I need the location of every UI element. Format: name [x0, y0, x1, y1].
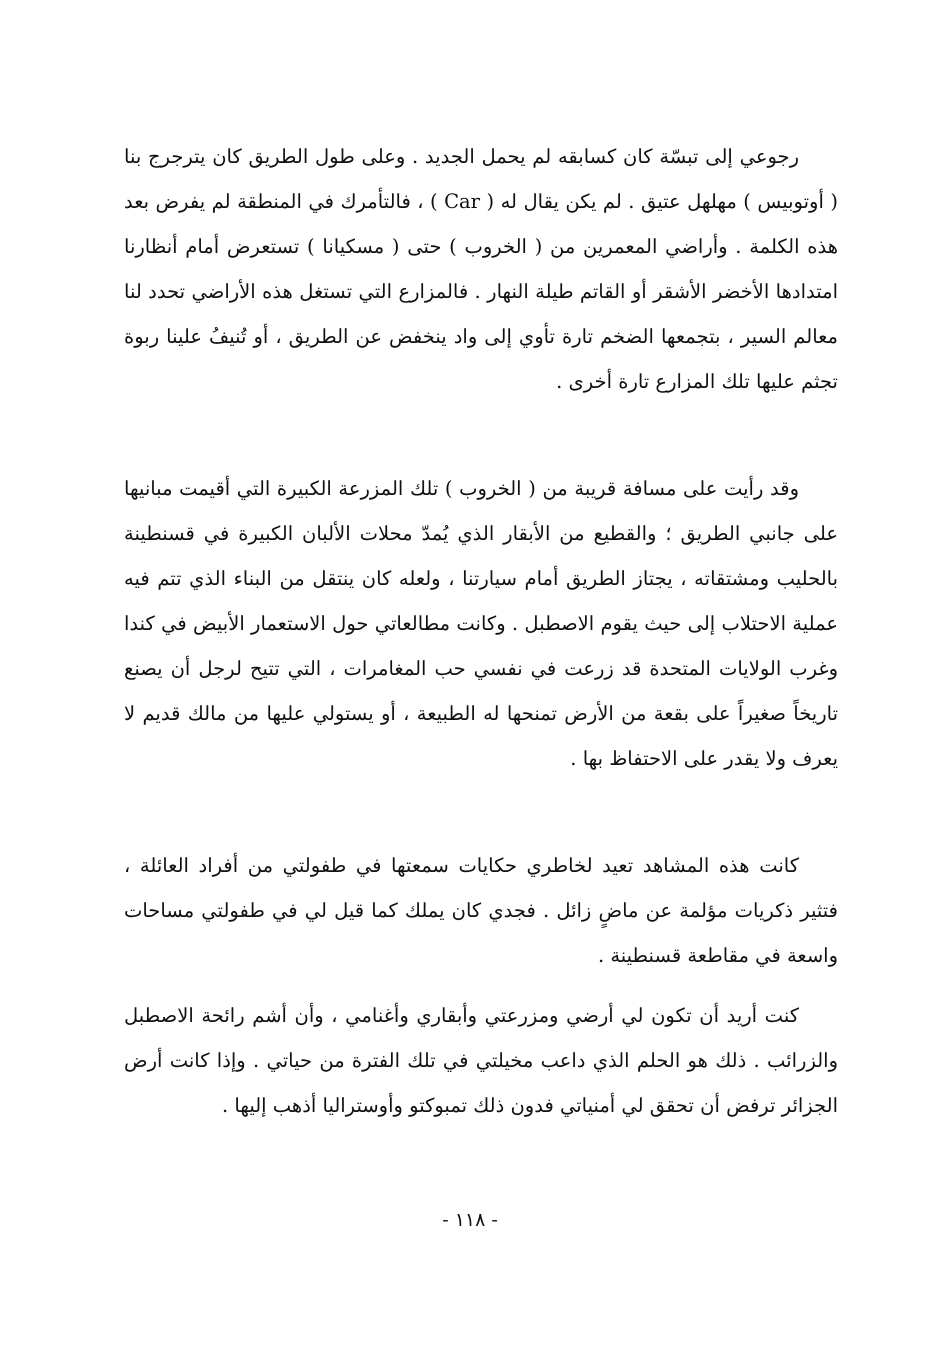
- paragraph-3: كانت هذه المشاهد تعيد لخاطري حكايات سمعتها في طفولتي من أفراد العائلة ، فتثير ذكريات مؤلمة عن ماضٍ زائل . فجدي كان يملك كما قيل لي في طفولتي مساحات واسعة في مقاطعة قسنطينة .: [124, 854, 838, 967]
- page-number: - ١١٨ -: [442, 1209, 498, 1231]
- paragraph-4: كنت أريد أن تكون لي أرضي ومزرعتي وأبقاري وأغنامي ، وأن أشم رائحة الاصطبل والزرائب . ذلك هو الحلم الذي داعب مخيلتي في تلك الفترة من حياتي . وإذا كانت أرض الجزائر ترفض أن تحقق لي أمنياتي فدون ذلك تمبوكتو وأوستراليا أذهب إليها .: [124, 1004, 838, 1117]
- paragraph-1: رجوعي إلى تبسّة كان كسابقه لم يحمل الجديد . وعلى طول الطريق كان يترجرج بنا ( أوتوبيس ) مهلهل عتيق . لم يكن يقال له ( Car ) ، فالتأمرك في المنطقة لم يفرض بعد هذه الكلمة . وأراضي المعمرين من ( الخروب ) حتى ( مسكيانا ) تستعرض أمام أنظارنا امتدادها الأخضر الأشقر أو القاتم طيلة النهار . فالمزارع التي تستغل هذه الأراضي تحدد لنا معالم السير ، بتجمعها الضخم تارة تأوي إلى واد ينخفض عن الطريق ، أو تُنيفُ علينا ربوة تجثم عليها تلك المزارع تارة أخرى .: [124, 145, 838, 393]
- paragraph-2: وقد رأيت على مسافة قريبة من ( الخروب ) تلك المزرعة الكبيرة التي أقيمت مبانيها على جانبي الطريق ؛ والقطيع من الأبقار الذي يُمدّ محلات الألبان الكبيرة في قسنطينة بالحليب ومشتقاته ، يجتاز الطريق أمام سيارتنا ، ولعله كان ينتقل من البناء الذي تتم فيه عملية الاحتلاب إلى حيث يقوم الاصطبل . وكانت مطالعاتي حول الاستعمار الأبيض في كندا وغرب الولايات المتحدة قد زرعت في نفسي حب المغامرات ، التي تتيح لرجل أن يصنع تاريخاً صغيراً على بقعة من الأرض تمنحها له الطبيعة ، أو يستولي عليها من مالك قديم لا يعرف ولا يقدر على الاحتفاظ بها .: [124, 477, 838, 770]
